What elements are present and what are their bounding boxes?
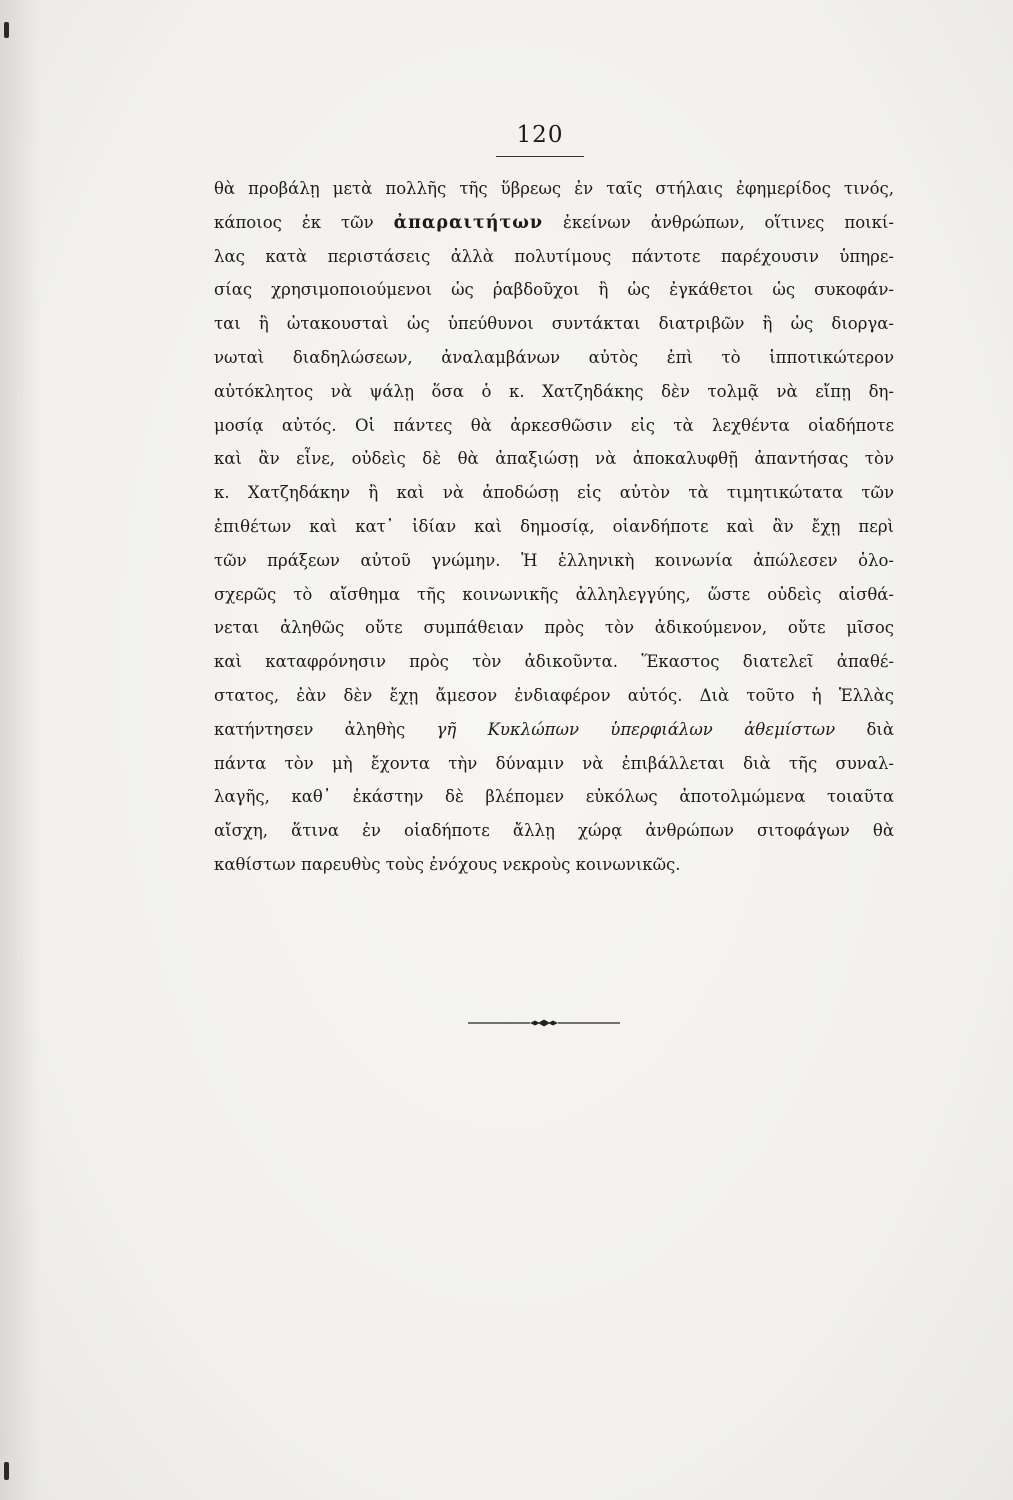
text-line-6: νωταὶ διαδηλώσεων, ἀναλαμβάνων αὐτὸς ἐπὶ τὸ ἱπποτικώτερον: [214, 347, 894, 367]
emphasized-word: ἀπαραιτήτων: [393, 212, 544, 233]
text-line-12: τῶν πράξεων αὐτοῦ γνώμην. Ἡ ἑλληνικὴ κοινωνία ἀπώλεσεν ὁλο-: [214, 550, 894, 570]
text-line-13: σχερῶς τὸ αἴσθημα τῆς κοινωνικῆς ἀλληλεγγύης, ὥστε οὐδεὶς αἰσθά-: [214, 584, 894, 604]
text-line-2-post: ἐκείνων ἀνθρώπων, οἵτινες ποικί-: [543, 212, 894, 232]
text-line-17-post: διὰ: [835, 719, 894, 739]
text-line-21: καθίστων παρευθὺς τοὺς ἐνόχους νεκροὺς κοινωνικῶς.: [214, 854, 681, 874]
text-line-20: αἴσχη, ἅτινα ἐν οἱαδήποτε ἄλλῃ χώρᾳ ἀνθρώπων σιτοφάγων θὰ: [214, 821, 894, 841]
tailpiece-ornament-icon: [468, 1018, 620, 1028]
italic-quotation: γῆ Κυκλώπων ὑπερφιάλων ἀθεμίστων: [436, 719, 836, 739]
page-number-rule: [496, 156, 584, 157]
page-number: 120: [516, 122, 564, 148]
text-line-3: λας κατὰ περιστάσεις ἀλλὰ πολυτίμους πάντοτε παρέχουσιν ὑπηρε-: [214, 246, 894, 266]
text-line-17: [214, 713, 894, 747]
text-line-5: ται ἢ ὠτακουσταὶ ὡς ὑπεύθυνοι συντάκται διατριβῶν ἢ ὡς διοργα-: [214, 314, 894, 334]
body-text: [214, 172, 894, 882]
text-line-8: μοσίᾳ αὐτός. Οἱ πάντες θὰ ἀρκεσθῶσιν εἰς τὰ λεχθέντα οἱαδήποτε: [214, 415, 894, 435]
text-line-1: θὰ προβάλῃ μετὰ πολλῆς τῆς ὕβρεως ἐν ταῖς στήλαις ἐφημερίδος τινός,: [214, 179, 894, 198]
text-line-11: ἐπιθέτων καὶ κατ᾽ ἰδίαν καὶ δημοσίᾳ, οἱανδήποτε καὶ ἂν ἔχῃ περὶ: [214, 516, 894, 536]
text-line-15: καὶ καταφρόνησιν πρὸς τὸν ἀδικοῦντα. Ἕκαστος διατελεῖ ἀπαθέ-: [214, 652, 894, 672]
text-line-9: καὶ ἂν εἶνε, οὐδεὶς δὲ θὰ ἀπαξιώσῃ νὰ ἀποκαλυφθῇ ἀπαντήσας τὸν: [214, 449, 894, 469]
binding-shadow: [0, 0, 40, 1500]
binding-mark-bottom: [4, 1462, 9, 1480]
text-line-10: κ. Χατζηδάκην ἢ καὶ νὰ ἀποδώσῃ εἰς αὐτὸν τὰ τιμητικώτατα τῶν: [214, 483, 894, 503]
text-line-16: στατος, ἐὰν δὲν ἔχῃ ἄμεσον ἐνδιαφέρον αὐτός. Διὰ τοῦτο ἡ Ἑλλὰς: [214, 685, 894, 705]
text-line-19: λαγῆς, καθ᾽ ἑκάστην δὲ βλέπομεν εὐκόλως ἀποτολμώμενα τοιαῦτα: [214, 787, 894, 807]
text-line-4: σίας χρησιμοποιούμενοι ὡς ῥαβδοῦχοι ἢ ὡς ἐγκάθετοι ὡς συκοφάν-: [214, 280, 894, 300]
text-line-14: νεται ἀληθῶς οὔτε συμπάθειαν πρὸς τὸν ἀδικούμενον, οὔτε μῖσος: [214, 618, 894, 638]
text-line-2-pre: κάποιος ἐκ τῶν: [214, 212, 394, 232]
text-line-2: [214, 206, 894, 240]
text-line-17-pre: κατήντησεν ἀληθὴς: [214, 719, 437, 739]
binding-mark-top: [4, 22, 9, 38]
text-line-7: αὐτόκλητος νὰ ψάλῃ ὅσα ὁ κ. Χατζηδάκης δὲν τολμᾷ νὰ εἴπῃ δη-: [214, 381, 894, 401]
text-line-18: πάντα τὸν μὴ ἔχοντα τὴν δύναμιν νὰ ἐπιβάλλεται διὰ τῆς συναλ-: [214, 753, 894, 773]
